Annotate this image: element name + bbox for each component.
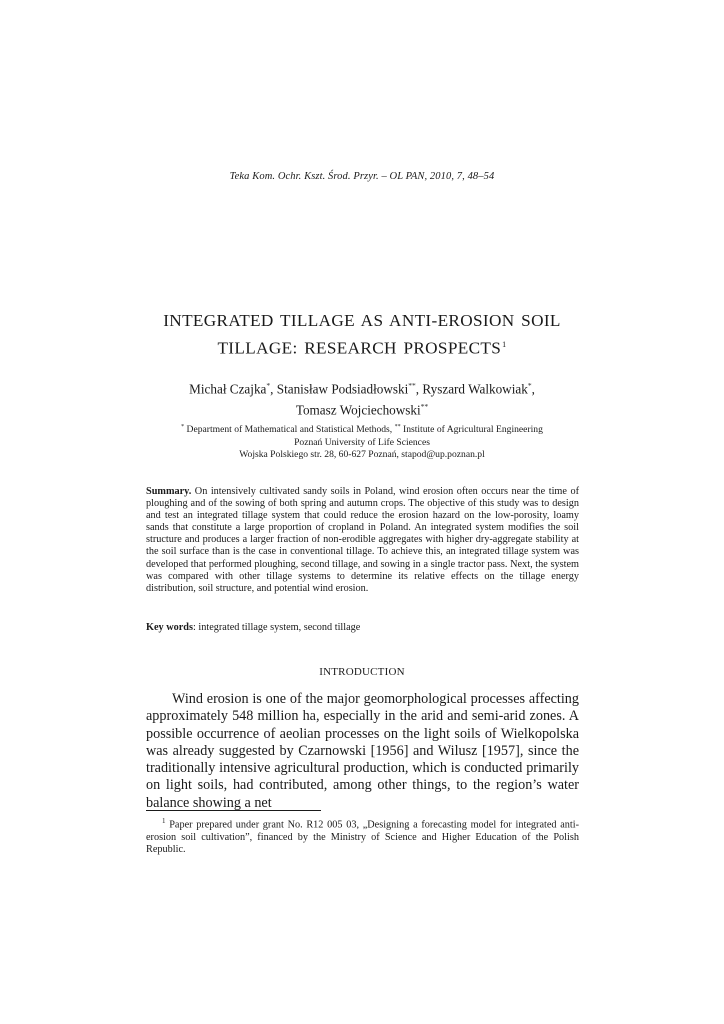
affiliation-dept-1: Department of Mathematical and Statistical Methods,: [186, 424, 395, 436]
author-line-2: [60, 398, 664, 419]
section-heading: INTRODUCTION: [319, 666, 405, 678]
keywords-text: : integrated tillage system, second tillage: [192, 622, 361, 633]
title-line-2-text: TILLAGE: RESEARCH PROSPECTS: [217, 338, 502, 358]
author-affiliation-mark: *: [527, 381, 532, 390]
affiliation-dept-2: Institute of Agricultural Engineering: [403, 424, 543, 436]
affiliation-mark: *: [181, 424, 185, 430]
keywords-label: Key words: [146, 622, 193, 633]
footnote: [146, 815, 579, 857]
author-name: Tomasz Wojciechowski: [295, 402, 421, 418]
journal-citation-header: Teka Kom. Ochr. Kszt. Środ. Przyr. – OL PAN, 2010, 7, 48–54: [229, 171, 495, 182]
affiliation-university: Poznań University of Life Sciences: [294, 436, 430, 448]
summary-text: On intensively cultivated sandy soils in Poland, wind erosion often occurs near the time of ploughing and of the sowing of both spring and autumn crops. The objective of this study was to design and test an integrated tillage system that could reduce the erosion hazard on the low-porosity, loamy sands that constitute a large proportion of cropland in Poland. An integrated system modifies the soil structure and produces a larger fraction of non-erodible aggregates with higher dry-aggregate stability at the soil surface than is the case in conventional tillage. To achieve this, an integrated tillage system was developed that performed ploughing, second tillage, and sowing in a single tractor pass. Next, the system was compared with other tillage systems to determine its relative effects on the tillage energy distribution, soil structure, and potential wind erosion.: [146, 486, 579, 594]
footnote-paragraph: [146, 815, 579, 857]
body-paragraph: Wind erosion is one of the major geomorphological processes affecting approximately 548 million ha, especially in the arid and semi-arid zones. A possible occurrence of aeolian processes on the light soils of Wielkopolska was already suggested by Czarnowski [1956] and Wilusz [1957], since the traditionally intensive agricultural production, which is conducted primarily on light soils, had contributed, among other things, to the region’s water balance showing a net: [146, 691, 579, 811]
affiliation-mark: **: [394, 424, 401, 430]
footnote-text: Paper prepared under grant No. R12 005 03, „Designing a forecasting model for integrated anti-erosion soil cultivation”, financed by the Ministry of Science and Higher Education of the Polish Republic.: [146, 819, 579, 856]
author-name: Stanisław Podsiadłowski: [276, 381, 409, 397]
author-line-1: Michał Czajka*, Stanisław Podsiadłowski**, Ryszard Walkowiak*,: [189, 381, 535, 397]
affiliation-address: Wojska Polskiego str. 28, 60-627 Poznań, stapod@up.poznan.pl: [239, 449, 485, 460]
author-name: Michał Czajka: [189, 381, 267, 397]
title-line-1: INTEGRATED TILLAGE AS ANTI-EROSION SOIL: [163, 311, 561, 330]
paper-title: [60, 309, 664, 361]
footnote-divider: [146, 810, 321, 811]
summary-abstract: [146, 486, 579, 595]
summary-label: Summary.: [146, 486, 192, 497]
footnote-mark: 1: [162, 817, 166, 825]
title-line-2: [60, 333, 664, 361]
author-name: Ryszard Walkowiak: [422, 381, 528, 397]
title-footnote-mark: 1: [502, 340, 507, 349]
author-affiliation-mark: **: [408, 381, 416, 390]
keywords-line: [146, 622, 579, 634]
author-affiliation-mark: *: [266, 381, 271, 390]
body-text: [146, 691, 579, 812]
affiliation-block: [60, 421, 664, 461]
affiliation-departments: [60, 421, 664, 437]
author-list: [60, 377, 664, 420]
author-affiliation-mark: **: [420, 402, 429, 412]
